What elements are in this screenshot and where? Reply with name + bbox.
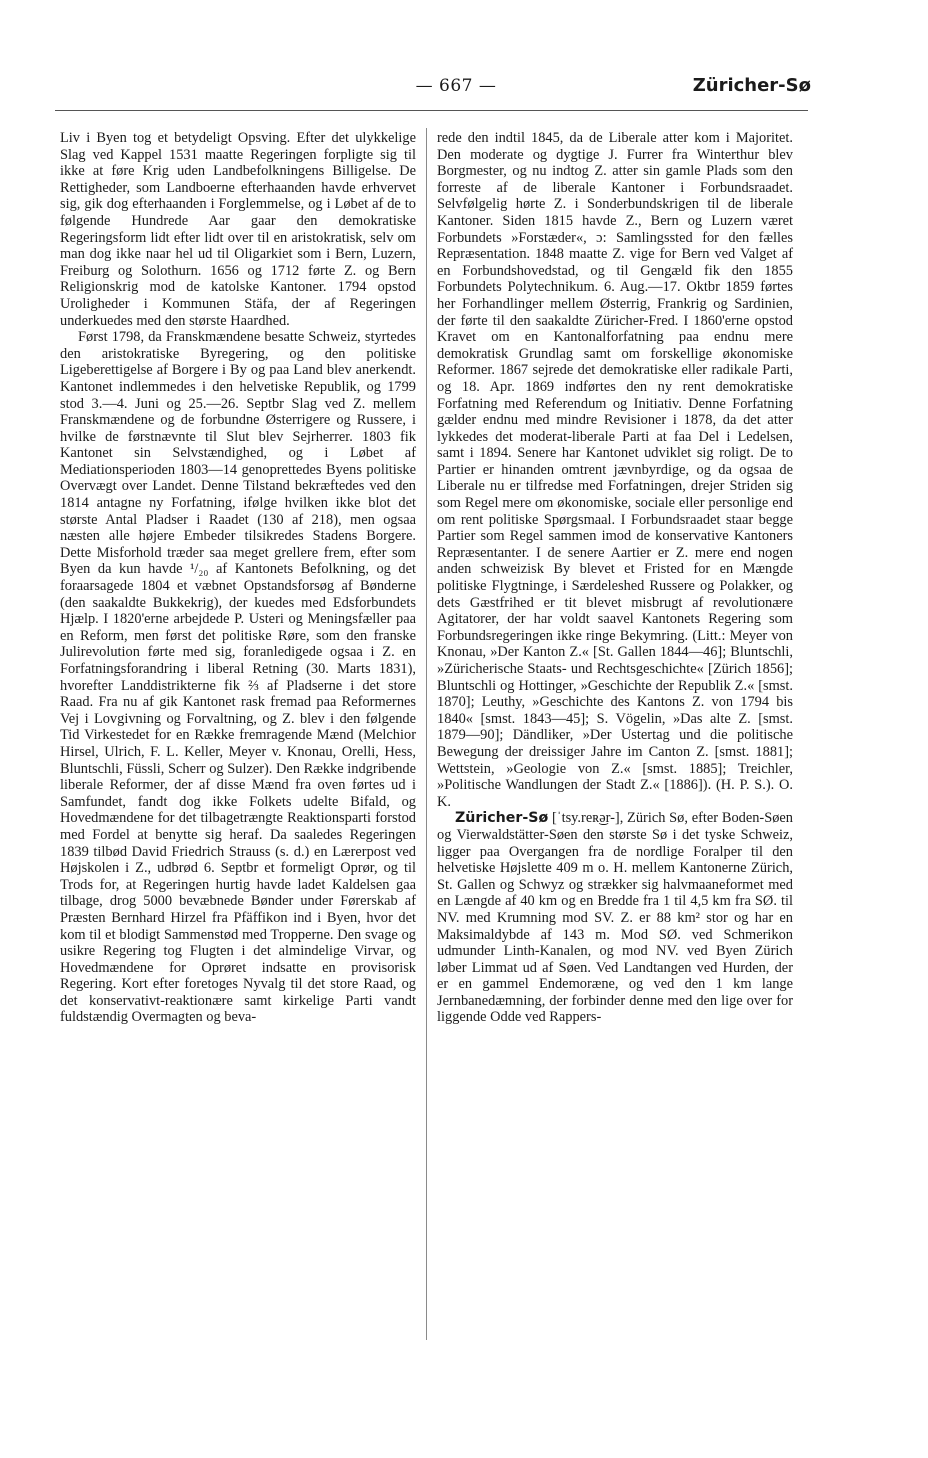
left-column: [60, 130, 416, 1026]
column-divider: [426, 128, 427, 1340]
page-number: — 667 —: [415, 76, 497, 96]
entry-text: [ˈtsy.reʀ͜ər-], Zürich Sø, efter Boden-Søen og Vierwaldstätter-Søen den største Sø i det tyske Schweiz, ligger paa Overgangen fra de nordlige Foralper til den helvetiske Højslette 409 m o. H. mellem Kantonerne Zürich, St. Gallen og Schwyz og strækker sig halvmaaneformet med en Længde af 40 km og en Bredde fra 1 til 4,5 km fra SØ. til NV. med Krumning mod SV. Z. er 88 km² stor og har en Maksimaldybde af 143 m. Mod SØ. ved Schmerikon udmunder Linth-Kanalen, og mod NV. ved Byen Zürich løber Limmat ud af Søen. Ved Landtangen ved Hurden, der er en gammel Endemoræne, og ved den 1 km lange Jernbanedæmning, der forbinder denne med den lige over for liggende Odde ved Rappers-: [437, 810, 793, 1026]
left-paragraph-1: Liv i Byen tog et betydeligt Opsving. Efter det ulykkelige Slag ved Kappel 1531 maatte Regeringen forpligte sig til ikke at føre Krig uden Landbefolkningens Billigelse. De Rettigheder, som Landboerne efterhaanden havde erhvervet sig, gik dog efterhaanden i Forglemmelse, og i Løbet af de to følgende Hundrede Aar gaar den demokratiske Regeringsform lidt efter lidt over til en aristokratisk, selv om man dog ikke naar hel ud til Oligarkiet som i Bern, Luzern, Freiburg og Solothurn. 1656 og 1712 førte Z. og Bern Religionskrig mod de katolske Kantoner. 1794 opstod Uroligheder i Kommunen Stäfa, der af Regeringen underkuedes med den største Haardhed.: [60, 130, 416, 329]
entry-heading: Züricher-Sø: [455, 810, 549, 827]
page-header: [58, 75, 811, 102]
header-rule: [55, 110, 808, 111]
running-head: Züricher-Sø: [692, 75, 811, 96]
right-column: [437, 130, 793, 1026]
left-paragraph-2: Først 1798, da Franskmændene besatte Schweiz, styrtedes den aristokratiske Byregering, og den politiske Ligeberettigelse af Borgere i By og paa Land blev anerkendt. Kantonet indlemmedes i den helvetiske Republik, og 1799 stod 3.—4. Juni og 25.—26. Septbr Slag ved Z. mellem Franskmændene og de forbundne Østerrigere og Russere, i hvilke de førstnævnte til Slut blev Sejrherrer. 1803 fik Kantonet sin Selvstændighed, og i Løbet af Mediationsperioden 1803—14 genoprettedes Byens politiske Overvægt over Landet. Denne Tilstand bekræftedes ved den 1814 antagne ny Forfatning, ifølge hvilken ikke blot det største Antal Pladser i Raadet (130 af 218), men ogsaa næsten alle højere Embeder tilsikredes Stadens Borgere. Dette Misforhold træder saa meget grellere frem, efter som Byen da kun havde ¹/₂₀ af Kantonets Befolkning, og det foraarsagede 1804 et væbnet Opstandsforsøg af Bønderne (den saakaldte Bukkekrig), der kuedes med Edsforbundets Hjælp. I 1820'erne arbejdede P. Usteri og Meningsfæller paa en Reform, men først det politiske Røre, som den franske Julirevolution førte med sig, foranledigede ogsaa i Z. en Forfatningsforandring i liberal Retning (30. Marts 1831), hvorefter Landdistrikterne fik ⅔ af Pladserne i det store Raad. Fra nu af gik Kantonet rask fremad paa Reformernes Vej i Lovgivning og Forvaltning, og Z. blev i den følgende Tid Virkestedet for en Række fremragende Mænd (Melchior Hirsel, Ulrich, F. L. Keller, Meyer v. Knonau, Orelli, Hess, Bluntschli, Füssli, Scherr og Sulzer). Den Række indgribende liberale Reformer, der af disse Mænd fra oven førtes ud i Samfundet, fandt dog ikke Folkets udelte Bifald, og Hovedmændene for det tilbagetrængte Reaktionsparti forstod med Fordel at benytte sig heraf. Da saaledes Regeringen 1839 tilbød David Friedrich Strauss (s. d.) en Lærerpost ved Højskolen i Z., udbrød 6. Septbr et formeligt Oprør, og til Trods for, at Regeringen hurtig havde ladet Kaldelsen gaa tilbage, drog 5000 bevæbnede Bønder under Førerskab af Præsten Bernhard Hirzel fra Pfäffikon ind i Byen, hvor det kom til et blodigt Sammenstød med Tropperne. Den svage og usikre Regering tog Flugten i det almindelige Virvar, og Hovedmændene for Oprøret indsatte en provisorisk Regering. Kort efter foretoges Nyvalg til det store Raad, og det konservativt-reaktionære samt kirkelige Parti vandt fuldstændig Overmagten og beva-: [60, 329, 416, 1026]
right-paragraph-1: rede den indtil 1845, da de Liberale atter kom i Majoritet. Den moderate og dygtige J. Furrer fra Winterthur blev Borgmester, og nu indtog Z. atter sin gamle Plads som den forreste af de liberale Kantoner i Forbundsraadet. Selvfølgelig hørte Z. i Sonderbundskrigen til de liberale Kantoner. Siden 1815 havde Z., Bern og Luzern været Forbundets »Forstæder«, ɔ: Samlingssted for den fælles Repræsentation. 1848 maatte Z. vige for Bern ved Valget af en Forbundshovedstad, og til Gengæld fik den 1855 Forbundets Polytechnikum. 6. Aug.—17. Oktbr 1859 førtes her Forhandlinger mellem Østerrig, Frankrig og Sardinien, der førte til den saakaldte Züricher-Fred. I 1860'erne opstod Kravet om en Kantonalforfatning paa endnu mere demokratisk Grundlag samt om forskellige økonomiske Reformer. 1867 sejrede det demokratiske eller radikale Parti, og 18. Apr. 1869 indførtes den ny rent demokratiske Forfatning med Referendum og Initiativ. Denne Forfatning gælder endnu med mindre Revisioner i 1878, da det atter lykkedes det moderat-liberale Parti at faa Del i Ledelsen, samt i 1894. Senere har Kantonet udviklet sig roligt. De to Partier er hinanden omtrent jævnbyrdige, og da ogsaa de Liberale nu er tilfredse med Forfatningen, drejer Striden sig som Regel mere om økonomiske, sociale eller personlige end om rent politiske Spørgsmaal. I Forbundsraadet staar begge Partier som Regel sammen imod de konservative Kantoners Repræsentanter. I de senere Aartier er Z. mere end nogen anden schweizisk By blevet et Fristed for en Mængde politiske Flygtninge, i Særdeleshed Russere og Polakker, og dets Gæstfrihed er tit blevet misbrugt af revolutionære Agitatorer, der har voldt saavel Kantonets Regering som Forbundsregeringen ikke ringe Bekymring. (Litt.: Meyer von Knonau, »Der Kanton Z.« [St. Gallen 1844—46]; Bluntschli, »Züricherische Staats- und Rechtsgeschichte« [Zürich 1856]; Bluntschli og Hottinger, »Geschichte der Republik Z.« [smst. 1870]; Leuthy, »Geschichte des Kantons Z. von 1794 bis 1840« [smst. 1843—45]; S. Vögelin, »Das alte Z. [smst. 1879—90]; Dändliker, »Der Ustertag und die politische Bewegung der dreissiger Jahre im Canton Z. [smst. 1881]; Wettstein, »Geologie von Z.« [smst. 1885]; Treichler, »Politische Wandlungen der Stadt Z.« [1886]). (H. P. S.). O. K.: [437, 130, 793, 810]
entry-zuricher-so: [437, 810, 793, 1026]
